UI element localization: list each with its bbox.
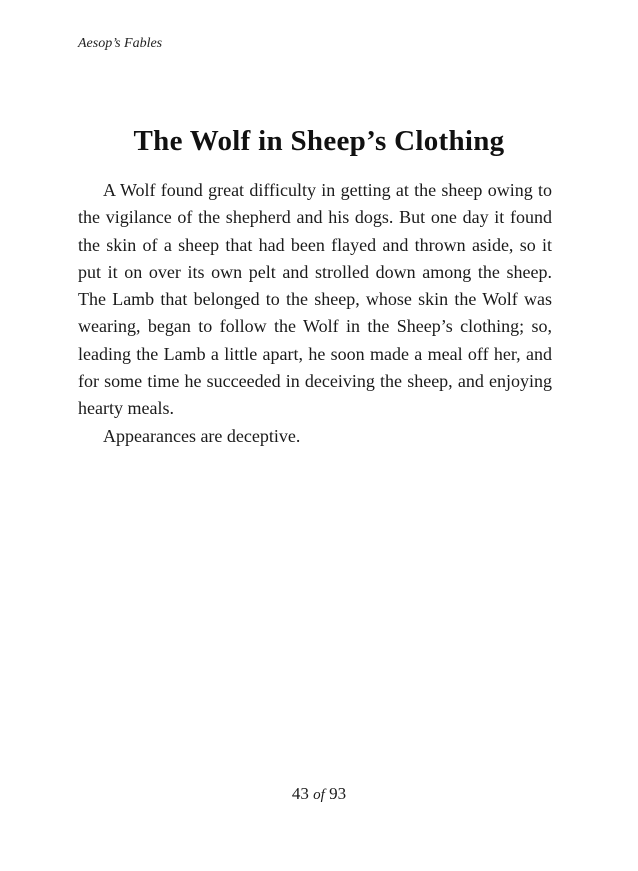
current-page-number: 43 xyxy=(291,784,309,803)
story-title: The Wolf in Sheep’s Clothing xyxy=(133,125,505,157)
story-paragraph: A Wolf found great difficulty in getting at the sheep owing to the vigilance of the shepherd and his dogs. But one day it found the skin of a sheep that had been flayed and thrown aside, so it put it on over its own pelt and strolled down among the sheep. The Lamb that belonged to the sheep, whose skin the Wolf was wearing, began to follow the Wolf in the Sheep’s clothing; so, leading the Lamb a little apart, he soon made a meal off her, and for some time he succeeded in deceiving the sheep, and enjoying hearty meals. xyxy=(78,180,552,419)
story-body xyxy=(78,177,552,450)
total-pages-number: 93 xyxy=(329,784,347,803)
story-moral: Appearances are deceptive. xyxy=(103,425,301,446)
page-number xyxy=(0,784,638,804)
running-header: Aesop’s Fables xyxy=(78,36,163,51)
page-separator: of xyxy=(313,787,325,803)
